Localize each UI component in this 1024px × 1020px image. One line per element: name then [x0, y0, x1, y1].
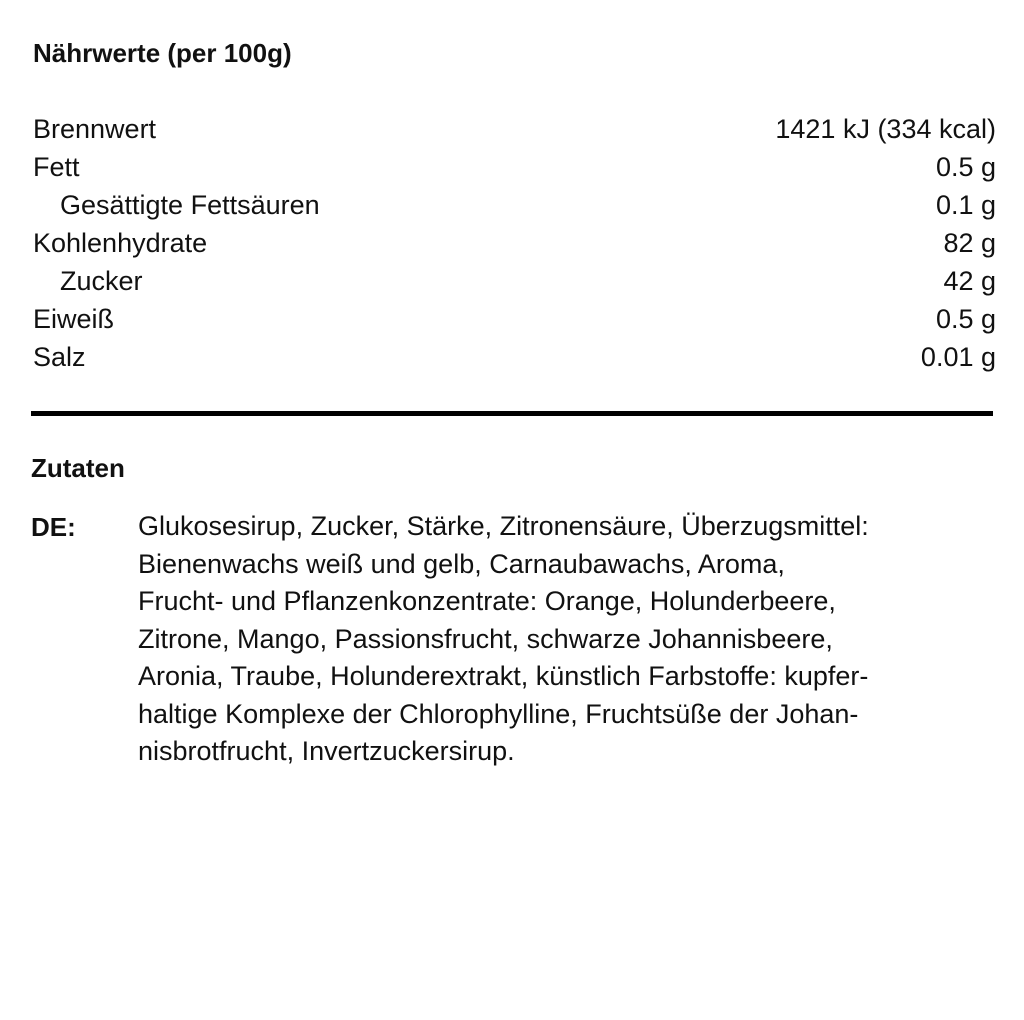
nutrient-label: Gesättigte Fettsäuren — [60, 190, 320, 220]
nutrition-table — [33, 110, 996, 376]
nutrient-label: Salz — [33, 342, 86, 372]
nutrient-value: 1421 kJ (334 kcal) — [775, 114, 996, 144]
nutrient-value: 42 g — [943, 266, 996, 296]
nutrient-value: 0.01 g — [920, 342, 996, 372]
ingredients-block — [31, 508, 996, 771]
nutrient-label: Kohlenhydrate — [33, 228, 208, 258]
nutrition-row-protein — [33, 300, 996, 338]
nutrition-row-saturated-fat — [33, 186, 996, 224]
nutrition-row-carbohydrates — [33, 224, 996, 262]
nutrition-row-energy — [33, 110, 996, 148]
nutrition-row-sugar — [33, 262, 996, 300]
nutrient-label: Brennwert — [33, 114, 157, 144]
nutrition-heading: Nährwerte (per 100g) — [33, 38, 292, 68]
nutrient-label: Zucker — [60, 266, 143, 296]
nutrient-value: 0.5 g — [935, 152, 996, 182]
nutrient-value: 0.1 g — [935, 190, 996, 220]
nutrient-value: 0.5 g — [935, 304, 996, 334]
language-code: DE: — [31, 512, 76, 542]
section-divider — [31, 411, 993, 416]
ingredients-text: Glukosesirup, Zucker, Stärke, Zitronensäure, Überzugsmittel: Bienenwachs weiß und gelb, Carnaubawachs, Aroma, Frucht- und Pflanzenkonzentrate: Orange, Holunderbeere, Zitrone, Mango, Passionsfrucht, schwarze Johannisbeere, Aronia, Traube, Holunderextrakt, künstlich Farbstoffe: kupfer- haltige Komplexe der Chlorophylline, Fruchtsüße der Johan- nisbrotfrucht, Invertzuckersirup. — [138, 511, 869, 766]
nutrient-label: Fett — [33, 152, 80, 182]
nutrient-label: Eiweiß — [33, 304, 115, 334]
nutrient-value: 82 g — [943, 228, 996, 258]
nutrition-row-salt — [33, 338, 996, 376]
nutrition-row-fat — [33, 148, 996, 186]
ingredients-heading: Zutaten — [31, 453, 125, 483]
